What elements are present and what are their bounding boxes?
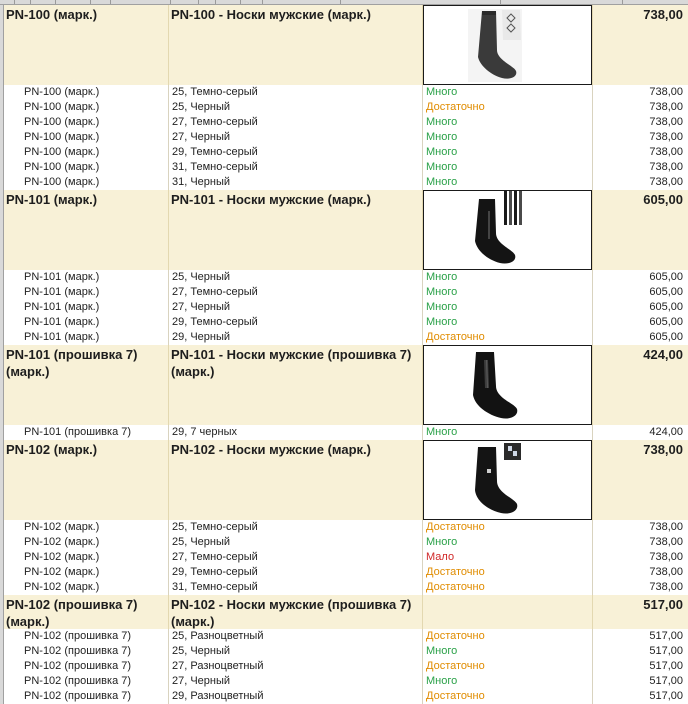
table-row[interactable] (4, 145, 688, 161)
group-name: PN-101 - Носки мужские (марк.) (169, 190, 423, 270)
row-article: PN-102 (марк.) (4, 580, 169, 595)
row-price: 738,00 (649, 176, 683, 188)
row-article: PN-102 (марк.) (4, 535, 169, 550)
row-article: PN-102 (прошивка 7) (4, 629, 169, 644)
row-variant: 25, Темно-серый (169, 520, 423, 535)
row-price: 605,00 (649, 271, 683, 283)
row-stock: Много (423, 674, 593, 689)
row-article: PN-102 (марк.) (4, 520, 169, 535)
row-article: PN-102 (марк.) (4, 550, 169, 565)
row-article: PN-102 (прошивка 7) (4, 644, 169, 659)
row-article: PN-101 (марк.) (4, 285, 169, 300)
row-price: 738,00 (649, 581, 683, 593)
row-article: PN-101 (прошивка 7) (4, 425, 169, 440)
row-price: 605,00 (649, 331, 683, 343)
group-price: 605,00 (643, 192, 683, 207)
group-name: PN-102 - Носки мужские (марк.) (169, 440, 423, 520)
row-stock: Достаточно (423, 565, 593, 580)
row-variant: 27, Разноцветный (169, 659, 423, 674)
row-price: 738,00 (649, 521, 683, 533)
row-article: PN-100 (марк.) (4, 145, 169, 160)
row-article: PN-101 (марк.) (4, 330, 169, 345)
row-article: PN-101 (марк.) (4, 315, 169, 330)
row-stock: Много (423, 130, 593, 145)
row-stock: Много (423, 425, 593, 440)
row-stock: Много (423, 160, 593, 175)
product-group-row[interactable] (4, 345, 688, 425)
row-stock: Много (423, 315, 593, 330)
table-row[interactable] (4, 100, 688, 116)
product-image (423, 345, 592, 425)
row-article: PN-100 (марк.) (4, 130, 169, 145)
table-row[interactable] (4, 674, 688, 690)
product-group-row[interactable] (4, 595, 688, 629)
row-article: PN-100 (марк.) (4, 160, 169, 175)
product-image (423, 440, 592, 520)
row-price: 738,00 (649, 86, 683, 98)
row-article: PN-100 (марк.) (4, 115, 169, 130)
table-row[interactable] (4, 285, 688, 301)
product-image-cell (423, 440, 593, 520)
row-variant: 27, Черный (169, 300, 423, 315)
row-stock: Много (423, 145, 593, 160)
table-row[interactable] (4, 330, 688, 346)
product-image-cell (423, 190, 593, 270)
row-price: 517,00 (649, 645, 683, 657)
product-image-cell (423, 345, 593, 425)
row-variant: 29, Темно-серый (169, 565, 423, 580)
table-row[interactable] (4, 425, 688, 441)
group-article: PN-101 (прошивка 7) (марк.) (4, 345, 169, 425)
row-stock: Много (423, 270, 593, 285)
group-article: PN-102 (прошивка 7) (марк.) (4, 595, 169, 629)
group-article: PN-101 (марк.) (4, 190, 169, 270)
group-name: PN-101 - Носки мужские (прошивка 7) (марк.) (169, 345, 423, 425)
row-article: PN-101 (марк.) (4, 300, 169, 315)
row-variant: 29, 7 черных (169, 425, 423, 440)
group-price: 738,00 (643, 442, 683, 457)
table-row[interactable] (4, 85, 688, 101)
row-stock: Много (423, 85, 593, 100)
row-article: PN-102 (прошивка 7) (4, 674, 169, 689)
table-row[interactable] (4, 175, 688, 191)
product-image-cell (423, 5, 593, 85)
row-variant: 31, Черный (169, 175, 423, 190)
row-article: PN-102 (прошивка 7) (4, 659, 169, 674)
row-price: 738,00 (649, 566, 683, 578)
group-price: 424,00 (643, 347, 683, 362)
table-row[interactable] (4, 315, 688, 331)
table-row[interactable] (4, 659, 688, 675)
row-price: 424,00 (649, 426, 683, 438)
row-article: PN-101 (марк.) (4, 270, 169, 285)
row-stock: Много (423, 285, 593, 300)
row-variant: 27, Черный (169, 130, 423, 145)
row-variant: 25, Разноцветный (169, 629, 423, 644)
row-variant: 25, Черный (169, 644, 423, 659)
row-price: 517,00 (649, 660, 683, 672)
row-stock: Много (423, 175, 593, 190)
product-group-row[interactable] (4, 440, 688, 520)
row-price: 738,00 (649, 551, 683, 563)
product-group-row[interactable] (4, 5, 688, 85)
row-variant: 31, Темно-серый (169, 160, 423, 175)
row-stock: Достаточно (423, 659, 593, 674)
row-article: PN-102 (прошивка 7) (4, 689, 169, 704)
table-row[interactable] (4, 565, 688, 581)
row-price: 517,00 (649, 675, 683, 687)
row-variant: 25, Темно-серый (169, 85, 423, 100)
row-variant: 27, Темно-серый (169, 285, 423, 300)
row-price: 605,00 (649, 286, 683, 298)
row-article: PN-100 (марк.) (4, 100, 169, 115)
row-stock: Много (423, 644, 593, 659)
row-variant: 27, Темно-серый (169, 115, 423, 130)
row-price: 517,00 (649, 630, 683, 642)
row-stock: Мало (423, 550, 593, 565)
row-stock: Много (423, 300, 593, 315)
table-row[interactable] (4, 115, 688, 131)
row-price: 605,00 (649, 301, 683, 313)
row-variant: 27, Черный (169, 674, 423, 689)
row-article: PN-102 (марк.) (4, 565, 169, 580)
group-price: 738,00 (643, 7, 683, 22)
table-row[interactable] (4, 130, 688, 146)
row-variant: 29, Темно-серый (169, 145, 423, 160)
table-row[interactable] (4, 629, 688, 645)
table-row[interactable] (4, 689, 688, 704)
row-variant: 27, Темно-серый (169, 550, 423, 565)
row-price: 605,00 (649, 316, 683, 328)
group-article: PN-100 (марк.) (4, 5, 169, 85)
table-row[interactable] (4, 580, 688, 596)
row-price: 738,00 (649, 116, 683, 128)
row-variant: 29, Темно-серый (169, 315, 423, 330)
group-name: PN-100 - Носки мужские (марк.) (169, 5, 423, 85)
table-row[interactable] (4, 535, 688, 551)
row-article: PN-100 (марк.) (4, 85, 169, 100)
row-variant: 29, Черный (169, 330, 423, 345)
row-price: 738,00 (649, 161, 683, 173)
table-row[interactable] (4, 644, 688, 660)
row-stock: Достаточно (423, 580, 593, 595)
row-price: 517,00 (649, 690, 683, 702)
table-row[interactable] (4, 520, 688, 536)
row-variant: 29, Разноцветный (169, 689, 423, 704)
product-image (423, 5, 592, 85)
table-row[interactable] (4, 270, 688, 286)
row-price: 738,00 (649, 101, 683, 113)
row-price: 738,00 (649, 146, 683, 158)
group-name: PN-102 - Носки мужские (прошивка 7) (марк.) (169, 595, 423, 629)
row-article: PN-100 (марк.) (4, 175, 169, 190)
row-price: 738,00 (649, 536, 683, 548)
table-row[interactable] (4, 550, 688, 566)
row-variant: 25, Черный (169, 100, 423, 115)
row-stock: Достаточно (423, 520, 593, 535)
row-stock: Достаточно (423, 629, 593, 644)
product-group-row[interactable] (4, 190, 688, 270)
row-variant: 25, Черный (169, 535, 423, 550)
product-image (423, 190, 592, 270)
row-stock: Много (423, 115, 593, 130)
group-article: PN-102 (марк.) (4, 440, 169, 520)
row-price: 738,00 (649, 131, 683, 143)
row-variant: 31, Темно-серый (169, 580, 423, 595)
row-stock: Достаточно (423, 689, 593, 704)
row-stock: Достаточно (423, 100, 593, 115)
row-variant: 25, Черный (169, 270, 423, 285)
group-price: 517,00 (643, 597, 683, 612)
table-row[interactable] (4, 160, 688, 176)
product-image-cell (423, 595, 593, 629)
row-stock: Достаточно (423, 330, 593, 345)
row-stock: Много (423, 535, 593, 550)
table-row[interactable] (4, 300, 688, 316)
